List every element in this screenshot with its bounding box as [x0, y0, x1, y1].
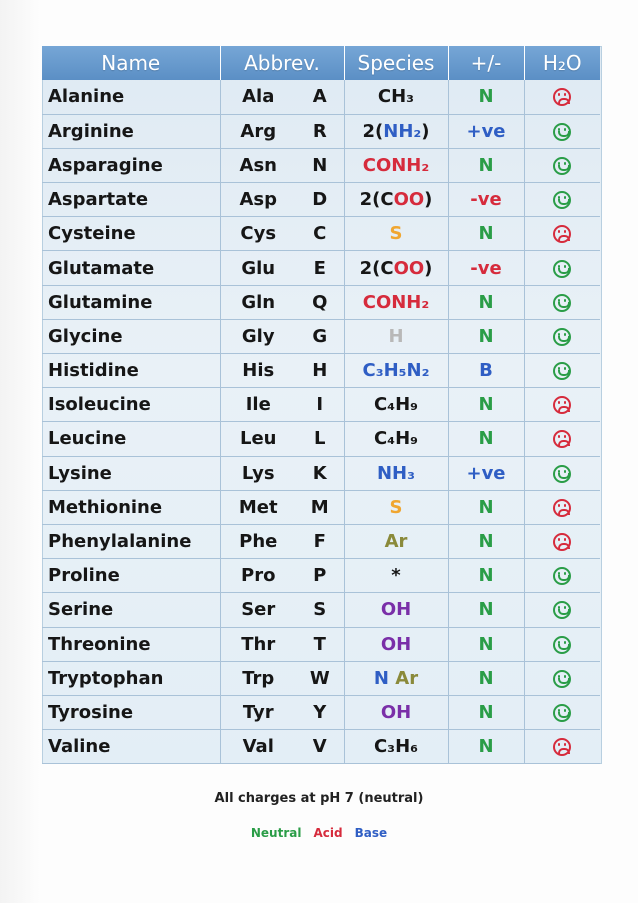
one-letter-code: F — [296, 524, 344, 558]
side-chain-species — [344, 354, 448, 388]
charge-value: +ve — [448, 456, 524, 490]
amino-acid-name: Glutamate — [42, 251, 220, 285]
three-letter-code: Gly — [220, 319, 296, 353]
water-solubility — [524, 695, 600, 729]
side-chain-species — [344, 661, 448, 695]
happy-face-icon — [553, 157, 571, 175]
water-solubility — [524, 217, 600, 251]
three-letter-code: Asp — [220, 183, 296, 217]
amino-acid-name: Tyrosine — [42, 695, 220, 729]
one-letter-code: Y — [296, 695, 344, 729]
species-part: C₄H₉ — [373, 428, 419, 450]
amino-acid-name: Glutamine — [42, 285, 220, 319]
table-row — [42, 114, 600, 148]
amino-acid-name: Aspartate — [42, 183, 220, 217]
charge-value: N — [448, 148, 524, 182]
one-letter-code: A — [296, 80, 344, 114]
happy-face-icon — [553, 704, 571, 722]
water-solubility — [524, 388, 600, 422]
sad-face-icon — [553, 499, 571, 517]
one-letter-code: P — [296, 559, 344, 593]
happy-face-icon — [553, 294, 571, 312]
three-letter-code: Ala — [220, 80, 296, 114]
side-chain-species — [344, 217, 448, 251]
side-chain-species — [344, 422, 448, 456]
water-solubility — [524, 148, 600, 182]
header-abbrev: Abbrev. — [220, 46, 344, 80]
water-solubility — [524, 661, 600, 695]
species-part: C₃H₆ — [373, 736, 419, 758]
happy-face-icon — [553, 260, 571, 278]
three-letter-code: Leu — [220, 422, 296, 456]
charge-value: N — [448, 730, 524, 764]
water-solubility — [524, 593, 600, 627]
side-chain-species — [344, 627, 448, 661]
table-row — [42, 217, 600, 251]
one-letter-code: G — [296, 319, 344, 353]
species-part: S — [389, 223, 403, 245]
species-part: ) — [424, 257, 433, 279]
sad-face-icon — [553, 88, 571, 106]
side-chain-species — [344, 80, 448, 114]
species-part: Ar — [395, 667, 419, 689]
legend-item-acid: Acid — [313, 826, 343, 840]
sad-face-icon — [553, 225, 571, 243]
amino-acid-name: Arginine — [42, 114, 220, 148]
table-row — [42, 422, 600, 456]
one-letter-code: Q — [296, 285, 344, 319]
water-solubility — [524, 730, 600, 764]
side-chain-species — [344, 559, 448, 593]
species-part: NH₂ — [383, 120, 422, 142]
one-letter-code: T — [296, 627, 344, 661]
three-letter-code: His — [220, 354, 296, 388]
water-solubility — [524, 559, 600, 593]
species-part: OH — [380, 599, 412, 621]
amino-acid-name: Leucine — [42, 422, 220, 456]
charge-value: N — [448, 627, 524, 661]
table-row — [42, 559, 600, 593]
amino-acid-name: Methionine — [42, 490, 220, 524]
happy-face-icon — [553, 362, 571, 380]
one-letter-code: L — [296, 422, 344, 456]
table-row — [42, 661, 600, 695]
amino-acid-name: Alanine — [42, 80, 220, 114]
table-row — [42, 354, 600, 388]
header-water: H₂O — [524, 46, 600, 80]
one-letter-code: I — [296, 388, 344, 422]
footnote: All charges at pH 7 (neutral) — [214, 791, 424, 806]
header-charge: +/- — [448, 46, 524, 80]
sad-face-icon — [553, 396, 571, 414]
table-body — [42, 80, 600, 764]
three-letter-code: Glu — [220, 251, 296, 285]
table-row — [42, 730, 600, 764]
side-chain-species — [344, 114, 448, 148]
side-chain-species — [344, 695, 448, 729]
species-part: OH — [380, 701, 412, 723]
side-chain-species — [344, 456, 448, 490]
table-row — [42, 524, 600, 558]
happy-face-icon — [553, 670, 571, 688]
species-part: 2( — [362, 120, 384, 142]
species-part: * — [391, 565, 401, 587]
side-chain-species — [344, 593, 448, 627]
charge-value: N — [448, 490, 524, 524]
amino-acid-name: Isoleucine — [42, 388, 220, 422]
water-solubility — [524, 422, 600, 456]
happy-face-icon — [553, 567, 571, 585]
charge-value: N — [448, 524, 524, 558]
scan-edge-shadow — [0, 0, 40, 903]
three-letter-code: Arg — [220, 114, 296, 148]
water-solubility — [524, 114, 600, 148]
color-legend — [0, 826, 638, 842]
table-row — [42, 627, 600, 661]
species-part: OH — [380, 633, 412, 655]
water-solubility — [524, 251, 600, 285]
sad-face-icon — [553, 430, 571, 448]
amino-acid-name: Asparagine — [42, 148, 220, 182]
charge-value: N — [448, 422, 524, 456]
happy-face-icon — [553, 328, 571, 346]
water-solubility — [524, 524, 600, 558]
happy-face-icon — [553, 636, 571, 654]
species-part: OO — [393, 189, 425, 211]
table-row — [42, 388, 600, 422]
charge-value: N — [448, 285, 524, 319]
side-chain-species — [344, 524, 448, 558]
water-solubility — [524, 319, 600, 353]
one-letter-code: K — [296, 456, 344, 490]
amino-acid-name: Cysteine — [42, 217, 220, 251]
three-letter-code: Pro — [220, 559, 296, 593]
three-letter-code: Cys — [220, 217, 296, 251]
legend-item-neutral: Neutral — [250, 826, 302, 840]
water-solubility — [524, 183, 600, 217]
header-name: Name — [42, 46, 220, 80]
species-part: Ar — [384, 531, 408, 553]
one-letter-code: V — [296, 730, 344, 764]
amino-acid-name: Lysine — [42, 456, 220, 490]
table-row — [42, 695, 600, 729]
species-part: CONH₂ — [362, 291, 430, 313]
amino-acid-name: Valine — [42, 730, 220, 764]
three-letter-code: Gln — [220, 285, 296, 319]
amino-acid-name: Proline — [42, 559, 220, 593]
table-row — [42, 148, 600, 182]
water-solubility — [524, 354, 600, 388]
water-solubility — [524, 80, 600, 114]
one-letter-code: C — [296, 217, 344, 251]
side-chain-species — [344, 285, 448, 319]
species-part: N — [373, 667, 396, 689]
table-row — [42, 456, 600, 490]
three-letter-code: Phe — [220, 524, 296, 558]
species-part: S — [389, 496, 403, 518]
water-solubility — [524, 627, 600, 661]
one-letter-code: M — [296, 490, 344, 524]
three-letter-code: Met — [220, 490, 296, 524]
species-part: C₃H₅N₂ — [362, 360, 430, 382]
side-chain-species — [344, 319, 448, 353]
amino-acid-name: Threonine — [42, 627, 220, 661]
species-part: ) — [424, 189, 433, 211]
table-row — [42, 80, 600, 114]
one-letter-code: N — [296, 148, 344, 182]
charge-value: N — [448, 559, 524, 593]
table-row — [42, 183, 600, 217]
water-solubility — [524, 490, 600, 524]
three-letter-code: Lys — [220, 456, 296, 490]
table-row — [42, 319, 600, 353]
water-solubility — [524, 285, 600, 319]
one-letter-code: E — [296, 251, 344, 285]
species-part: NH₃ — [376, 462, 415, 484]
side-chain-species — [344, 388, 448, 422]
side-chain-species — [344, 251, 448, 285]
charge-value: B — [448, 354, 524, 388]
one-letter-code: W — [296, 661, 344, 695]
charge-value: N — [448, 695, 524, 729]
side-chain-species — [344, 730, 448, 764]
one-letter-code: H — [296, 354, 344, 388]
happy-face-icon — [553, 601, 571, 619]
charge-value: N — [448, 319, 524, 353]
species-part: ) — [421, 120, 430, 142]
charge-value: N — [448, 661, 524, 695]
one-letter-code: D — [296, 183, 344, 217]
amino-acid-name: Glycine — [42, 319, 220, 353]
legend-item-base: Base — [354, 826, 388, 840]
charge-value: N — [448, 80, 524, 114]
three-letter-code: Asn — [220, 148, 296, 182]
three-letter-code: Val — [220, 730, 296, 764]
sad-face-icon — [553, 533, 571, 551]
three-letter-code: Ile — [220, 388, 296, 422]
three-letter-code: Ser — [220, 593, 296, 627]
charge-value: -ve — [448, 183, 524, 217]
amino-acid-name: Histidine — [42, 354, 220, 388]
one-letter-code: S — [296, 593, 344, 627]
species-part: 2(C — [359, 189, 394, 211]
species-part: H — [388, 325, 404, 347]
sad-face-icon — [553, 738, 571, 756]
three-letter-code: Thr — [220, 627, 296, 661]
side-chain-species — [344, 148, 448, 182]
happy-face-icon — [553, 191, 571, 209]
charge-value: N — [448, 388, 524, 422]
three-letter-code: Tyr — [220, 695, 296, 729]
species-part: 2(C — [359, 257, 394, 279]
species-part: CONH₂ — [362, 154, 430, 176]
amino-acid-name: Phenylalanine — [42, 524, 220, 558]
amino-acid-table — [42, 46, 600, 764]
table-row — [42, 490, 600, 524]
table-row — [42, 593, 600, 627]
three-letter-code: Trp — [220, 661, 296, 695]
side-chain-species — [344, 183, 448, 217]
charge-value: N — [448, 217, 524, 251]
species-part: CH₃ — [377, 86, 415, 108]
header-species: Species — [344, 46, 448, 80]
charge-value: -ve — [448, 251, 524, 285]
charge-value: N — [448, 593, 524, 627]
table-row — [42, 285, 600, 319]
table-row — [42, 251, 600, 285]
water-solubility — [524, 456, 600, 490]
happy-face-icon — [553, 465, 571, 483]
side-chain-species — [344, 490, 448, 524]
species-part: OO — [393, 257, 425, 279]
table-header-row — [42, 46, 600, 80]
charge-value: +ve — [448, 114, 524, 148]
happy-face-icon — [553, 123, 571, 141]
species-part: C₄H₉ — [373, 394, 419, 416]
amino-acid-name: Serine — [42, 593, 220, 627]
amino-acid-name: Tryptophan — [42, 661, 220, 695]
one-letter-code: R — [296, 114, 344, 148]
